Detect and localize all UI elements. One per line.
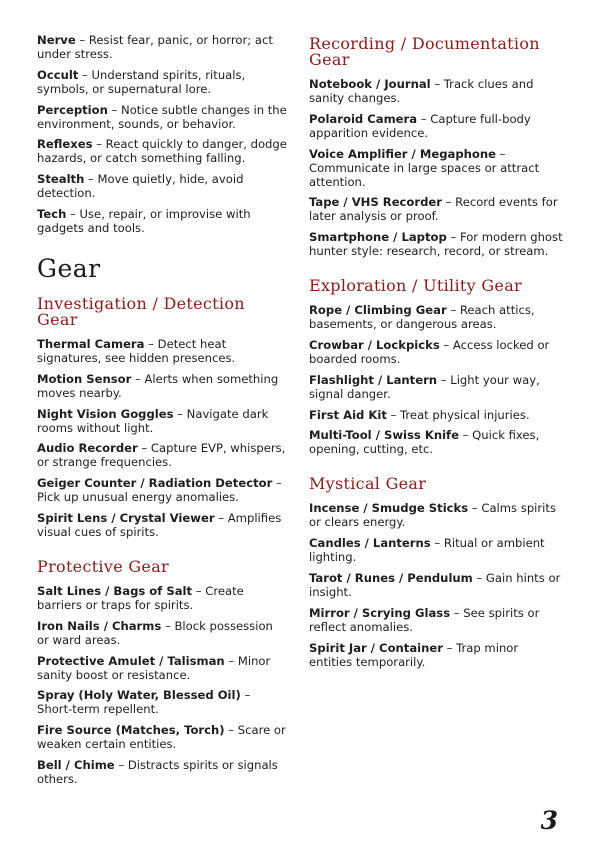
item-separator: – (450, 605, 464, 620)
list-item (309, 338, 564, 366)
item-term: Audio Recorder (37, 441, 138, 456)
mystical-gear-title: Mystical Gear (309, 474, 427, 494)
recording-gear-section (309, 36, 564, 258)
item-term: Notebook / Journal (309, 77, 431, 91)
list-item (37, 103, 287, 131)
item-term: Multi-Tool / Swiss Knife (309, 428, 459, 443)
item-term: Flashlight / Lantern (309, 372, 438, 387)
item-description: Detect heat signatures, see hidden presences. (37, 336, 236, 365)
item-term: Voice Amplifier / Megaphone (309, 146, 496, 161)
item-term: Stealth (37, 172, 85, 187)
list-item (309, 147, 564, 189)
item-term: Occult (37, 67, 79, 82)
protective-gear-title: Protective Gear (37, 556, 169, 576)
recording-gear-title: Recording / Documentation Gear (309, 34, 540, 69)
item-term: Salt Lines / Bags of Salt (37, 583, 193, 598)
list-item (37, 758, 287, 786)
item-description: Use, repair, or improvise with gadgets and tools. (37, 206, 251, 235)
item-term: Mirror / Scrying Glass (309, 605, 451, 620)
mystical-gear-section (309, 476, 564, 668)
item-term: Polaroid Camera (309, 111, 418, 126)
list-item (37, 68, 287, 96)
item-description: Ritual or ambient lighting. (309, 536, 545, 565)
right-column (309, 33, 564, 689)
item-separator: – (430, 77, 444, 91)
item-term: Tape / VHS Recorder (309, 195, 442, 210)
item-description: Communicate in large spaces or attract attention. (309, 160, 540, 189)
item-separator: – (417, 111, 431, 126)
list-item (309, 195, 564, 223)
item-term: Night Vision Goggles (37, 406, 174, 421)
item-description: Short-term repellent. (37, 702, 159, 717)
item-separator: – (78, 67, 92, 82)
list-item (309, 373, 564, 401)
item-term: Perception (37, 102, 108, 117)
protective-gear-list (37, 584, 287, 786)
item-description: Block possession or ward areas. (37, 618, 273, 647)
item-term: Iron Nails / Charms (37, 618, 162, 633)
item-separator: – (386, 407, 401, 422)
item-description: React quickly to danger, dodge hazards, or catch something falling. (37, 137, 287, 166)
item-separator: – (131, 371, 145, 386)
item-description: Quick fixes, opening, cutting, etc. (309, 428, 540, 457)
item-term: Protective Amulet / Talisman (37, 653, 225, 668)
list-item (37, 207, 287, 235)
investigation-gear-list (37, 337, 287, 539)
item-description: Calms spirits or clears energy. (309, 501, 556, 530)
item-description: Trap minor entities temporarily. (309, 640, 519, 669)
list-item (37, 137, 287, 165)
item-description: Capture full-body apparition evidence. (309, 111, 531, 140)
item-term: Spray (Holy Water, Blessed Oil) (37, 688, 241, 703)
item-separator: – (107, 102, 122, 117)
list-item (309, 303, 564, 331)
item-term: Bell / Chime (37, 757, 115, 772)
item-separator: – (66, 206, 80, 221)
item-description: Amplifies visual cues of spirits. (37, 510, 282, 539)
item-description: Light your way, signal danger. (309, 372, 540, 401)
item-separator: – (192, 583, 206, 598)
list-item (37, 619, 287, 647)
item-term: Smartphone / Laptop (309, 230, 447, 245)
item-term: Fire Source (Matches, Torch) (37, 723, 225, 738)
gear-heading: Gear (37, 253, 101, 283)
item-term: Candles / Lanterns (309, 536, 431, 551)
item-term: Nerve (37, 33, 76, 47)
item-description: Minor sanity boost or resistance. (37, 653, 271, 682)
list-item (309, 571, 564, 599)
list-item (37, 441, 287, 469)
item-separator: – (446, 230, 460, 245)
item-separator: – (437, 372, 451, 387)
list-item (309, 536, 564, 564)
item-separator: – (442, 195, 456, 210)
item-term: Tarot / Runes / Pendulum (309, 570, 473, 585)
item-description: Navigate dark rooms without light. (37, 406, 269, 435)
list-item (37, 511, 287, 539)
item-separator: – (458, 428, 473, 443)
item-separator: – (114, 757, 128, 772)
item-description: Capture EVP, whispers, or strange frequencies. (37, 441, 286, 470)
item-description: Pick up unusual energy anomalies. (37, 490, 239, 505)
item-separator: – (137, 441, 151, 456)
investigation-gear-section (37, 293, 287, 539)
mystical-gear-list (309, 501, 564, 668)
list-item (37, 372, 287, 400)
list-item (309, 408, 564, 422)
item-separator: – (496, 146, 506, 161)
item-separator: – (214, 510, 228, 525)
list-item (309, 606, 564, 634)
list-item (309, 230, 564, 258)
list-item (37, 584, 287, 612)
protective-gear-section (37, 556, 287, 786)
item-term: Motion Sensor (37, 371, 132, 386)
page-number: 3 (540, 806, 558, 835)
list-item (309, 428, 564, 456)
item-description: Distracts spirits or signals others. (37, 757, 278, 786)
item-description: Alerts when something moves nearby. (37, 371, 279, 400)
item-description: Understand spirits, rituals, symbols, or supernatural lore. (37, 67, 246, 96)
item-description: Reach attics, basements, or dangerous areas. (309, 303, 535, 332)
item-term: Incense / Smudge Sticks (309, 501, 469, 516)
skills-list (37, 33, 287, 235)
item-description: Scare or weaken certain entities. (37, 723, 286, 752)
item-description: For modern ghost hunter style: research, record, or stream. (309, 230, 563, 259)
investigation-gear-title: Investigation / Detection Gear (37, 293, 245, 329)
item-description: Move quietly, hide, avoid detection. (37, 172, 244, 201)
list-item (309, 77, 564, 105)
item-separator: – (472, 570, 486, 585)
list-item (37, 407, 287, 435)
item-term: Tech (37, 206, 67, 221)
list-item (37, 33, 287, 61)
left-column (37, 33, 287, 806)
item-separator: – (240, 688, 251, 703)
exploration-gear-list (309, 303, 564, 456)
item-description: Resist fear, panic, or horror; act under stress. (37, 33, 273, 61)
item-description: Notice subtle changes in the environment, sounds, or behavior. (37, 102, 287, 131)
list-item (37, 476, 287, 504)
list-item (37, 654, 287, 682)
recording-gear-list (309, 77, 564, 258)
item-separator: – (224, 653, 238, 668)
item-term: Rope / Climbing Gear (309, 303, 447, 318)
item-description: See spirits or reflect anomalies. (309, 605, 540, 634)
item-separator: – (144, 336, 158, 351)
item-description: Access locked or boarded rooms. (309, 337, 550, 366)
list-item (37, 337, 287, 365)
item-separator: – (430, 536, 444, 551)
exploration-gear-section (309, 278, 564, 456)
item-separator: – (224, 723, 238, 738)
item-separator: – (161, 618, 175, 633)
item-description: Create barriers or traps for spirits. (37, 583, 244, 612)
exploration-gear-title: Exploration / Utility Gear (309, 276, 522, 296)
item-term: Geiger Counter / Radiation Detector (37, 476, 273, 491)
item-separator: – (173, 406, 187, 421)
list-item (309, 641, 564, 669)
item-term: Thermal Camera (37, 336, 145, 351)
item-separator: – (84, 172, 98, 187)
item-separator: – (468, 501, 482, 516)
item-term: Spirit Lens / Crystal Viewer (37, 510, 215, 525)
list-item (309, 501, 564, 529)
item-separator: – (75, 33, 89, 47)
item-term: First Aid Kit (309, 407, 387, 422)
item-description: Gain hints or insight. (309, 570, 561, 599)
list-item (37, 688, 287, 716)
item-separator: – (442, 640, 457, 655)
item-term: Spirit Jar / Container (309, 640, 443, 655)
item-description: Record events for later analysis or proof. (309, 195, 558, 224)
item-term: Crowbar / Lockpicks (309, 337, 440, 352)
item-separator: – (92, 137, 106, 152)
item-description: Track clues and sanity changes. (309, 77, 534, 105)
item-separator: – (272, 476, 282, 491)
list-item (37, 172, 287, 200)
item-description: Treat physical injuries. (400, 407, 530, 422)
item-separator: – (446, 303, 460, 318)
item-separator: – (439, 337, 453, 352)
list-item (309, 112, 564, 140)
list-item (37, 723, 287, 751)
item-term: Reflexes (37, 137, 93, 152)
